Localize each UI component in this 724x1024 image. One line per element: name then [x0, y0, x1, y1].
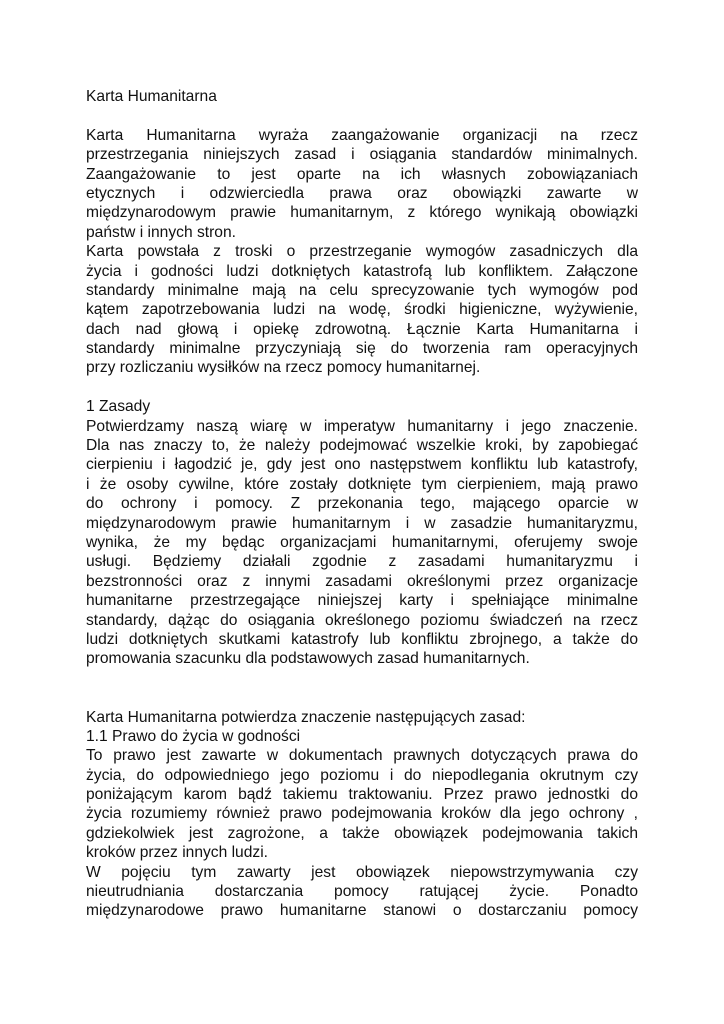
blank-line [86, 669, 638, 688]
text-line: Dla nas znaczy to, że należy podejmować wszelkie kroki, by zapobiegać [86, 437, 638, 455]
section-heading: 1 Zasady [86, 398, 151, 416]
text-line: etycznych i odzwierciedla prawa oraz obowiązki zawarte w [86, 184, 638, 202]
text-line: W pojęciu tym zawarty jest obowiązek niepowstrzymywania czy [86, 863, 638, 881]
text-line: państw i innych stron. [86, 223, 236, 241]
text-line: międzynarodowym prawie humanitarnym, z którego wynikają obowiązki [86, 204, 638, 222]
document-title: Karta Humanitarna [86, 88, 217, 105]
text-line: życia rozumiemy również prawo podejmowania kroków dla jego ochrony , [86, 805, 638, 823]
document-page [86, 87, 638, 921]
blank-line [86, 688, 638, 707]
text-line: poniżającym karom bądź takiemu traktowaniu. Przez prawo jednostki do [86, 786, 638, 804]
text-line: promowania szacunku dla podstawowych zasad humanitarnych. [86, 650, 530, 668]
subsection-heading: 1.1 Prawo do życia w godności [86, 727, 301, 745]
right-to-life-paragraph [86, 746, 638, 862]
principles-intro: Karta Humanitarna potwierdza znaczenie następujących zasad: [86, 708, 526, 726]
blank-line [86, 106, 638, 125]
text-line: bezstronności oraz z innymi zasadami określonymi przez organizacje [86, 572, 638, 590]
text-line: To prawo jest zawarte w dokumentach prawnych dotyczących prawa do [86, 747, 638, 765]
intro-paragraph [86, 126, 638, 242]
text-line: gdziekolwiek jest zagrożone, a także obowiązek podejmowania takich [86, 824, 638, 842]
text-line: standardy minimalne przyczyniają się do tworzenia ram operacyjnych [86, 340, 638, 358]
text-line: życia, do odpowiedniego jego poziomu i do niepodlegania okrutnym czy [86, 766, 638, 784]
text-line: życia i godności ludzi dotkniętych katastrofą lub konfliktem. Załączone [86, 262, 638, 280]
text-line: międzynarodowym prawie humanitarnym i w zasadzie humanitaryzmu, [86, 514, 638, 532]
text-line: przestrzegania niniejszych zasad i osiągania standardów minimalnych. [86, 146, 638, 164]
text-line: Karta Humanitarna wyraża zaangażowanie organizacji na rzecz [86, 126, 638, 144]
text-line: międzynarodowe prawo humanitarne stanowi o dostarczaniu pomocy [86, 902, 638, 920]
text-line: usługi. Będziemy działali zgodnie z zasadami humanitaryzmu i [86, 553, 638, 571]
text-line: cierpieniu i łagodzić je, gdy jest ono następstwem konfliktu lub katastrofy, [86, 456, 638, 474]
text-line: ludzi dotkniętych skutkami katastrofy lub konfliktu zbrojnego, a także do [86, 630, 638, 648]
purpose-paragraph [86, 242, 638, 378]
assistance-paragraph [86, 863, 638, 921]
text-line: nieutrudniania dostarczania pomocy ratującej życie. Ponadto [86, 883, 638, 901]
text-line: kroków przez innych ludzi. [86, 844, 269, 862]
text-line: do ochrony i pomocy. Z przekonania tego, mającego oparcie w [86, 495, 638, 513]
text-line: przy rozliczaniu wysiłków na rzecz pomocy humanitarnej. [86, 359, 481, 377]
blank-line [86, 378, 638, 397]
text-line: Karta powstała z troski o przestrzeganie wymogów zasadniczych dla [86, 243, 638, 261]
text-line: standardy, dążąc do osiągania określonego poziomu świadczeń na rzecz [86, 611, 638, 629]
text-line: i że osoby cywilne, które zostały dotknięte tym cierpieniem, mają prawo [86, 475, 638, 493]
text-line: standardy minimalne mają na celu sprecyzowanie tych wymogów pod [86, 281, 638, 299]
text-line: Zaangażowanie to jest oparte na ich własnych zobowiązaniach [86, 165, 638, 183]
text-line: humanitarne przestrzegające niniejszej karty i spełniające minimalne [86, 592, 638, 610]
text-line: dach nad głową i opiekę zdrowotną. Łącznie Karta Humanitarna i [86, 320, 638, 338]
text-line: wynika, że my będąc organizacjami humanitarnymi, oferujemy swoje [86, 533, 638, 551]
text-line: kątem zapotrzebowania ludzi na wodę, środki higieniczne, wyżywienie, [86, 301, 638, 319]
text-line: Potwierdzamy naszą wiarę w imperatyw humanitarny i jego znaczenie. [86, 417, 638, 435]
principles-paragraph [86, 417, 638, 669]
